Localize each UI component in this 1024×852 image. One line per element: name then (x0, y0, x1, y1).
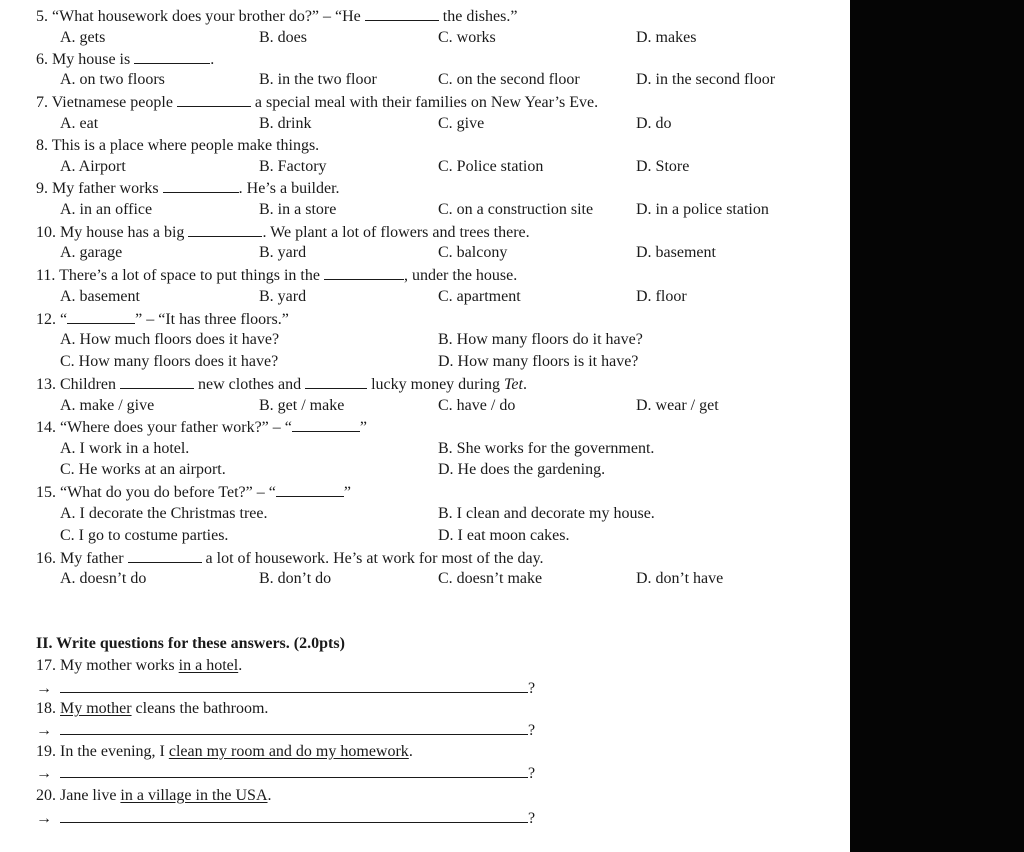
option-b: B. in the two floor (259, 71, 377, 88)
question-12 (36, 309, 289, 330)
question-number: 19. (36, 743, 56, 760)
question-15 (36, 482, 351, 503)
question-number: 15. (36, 484, 56, 501)
question-17 (36, 656, 242, 676)
answer-blank (163, 178, 239, 193)
arrow-icon: → (36, 810, 52, 827)
answer-line (36, 808, 535, 829)
option-b: B. get / make (259, 397, 345, 414)
option-c: C. balcony (438, 244, 508, 261)
option-d: D. Store (636, 158, 690, 175)
answer-rule (60, 678, 528, 693)
option-a: A. basement (60, 288, 140, 305)
option-d: D. He does the gardening. (438, 461, 606, 478)
question-18 (36, 699, 268, 719)
question-text: . (210, 51, 215, 68)
option-c: C. give (438, 115, 485, 132)
option-a: A. Airport (60, 158, 126, 175)
question-20 (36, 786, 272, 806)
answer-blank (67, 309, 135, 324)
question-text: Vietnamese people (48, 94, 177, 111)
answer-blank (276, 482, 344, 497)
question-text: . (238, 657, 243, 674)
question-text: , under the house. (403, 267, 518, 284)
question-mark: ? (528, 722, 536, 739)
section-heading: II. Write questions for these answers. (2.0pts) (36, 635, 345, 652)
question-mark: ? (528, 680, 536, 697)
option-d: D. in a police station (636, 201, 769, 218)
answer-blank (128, 548, 202, 563)
question-text: the dishes.” (438, 8, 518, 25)
option-c: C. He works at an airport. (60, 461, 226, 478)
option-c: C. I go to costume parties. (60, 527, 229, 544)
question-text: This is a place where people make things. (48, 137, 320, 154)
question-13: 13. Children new clothes and lucky money during Tet. (36, 376, 527, 393)
answer-rule (60, 720, 528, 735)
option-b: B. How many floors do it have? (438, 331, 643, 348)
question-text: My house has a big (56, 224, 189, 241)
option-c: C. on the second floor (438, 71, 580, 88)
option-b: B. does (259, 29, 307, 46)
underlined-phrase: clean my room and do my homework (168, 743, 409, 760)
option-b: B. yard (259, 288, 307, 305)
question-text: Children (56, 376, 120, 393)
option-c: C. on a construction site (438, 201, 594, 218)
option-c: C. How many floors does it have? (60, 353, 279, 370)
answer-blank (134, 49, 210, 64)
question-10 (36, 222, 530, 243)
question-number: 5. (36, 8, 48, 25)
underlined-phrase: My mother (60, 700, 132, 717)
question-text: a special meal with their families on New Year’s Eve. (250, 94, 599, 111)
answer-blank (177, 92, 251, 107)
question-number: 8. (36, 137, 48, 154)
option-a: A. I decorate the Christmas tree. (60, 505, 268, 522)
option-c: C. works (438, 29, 496, 46)
option-a: A. gets (60, 29, 106, 46)
question-text: . (408, 743, 413, 760)
question-text: ” (359, 419, 367, 436)
option-a: A. I work in a hotel. (60, 440, 190, 457)
question-text: lucky money during (367, 376, 504, 393)
answer-rule (60, 808, 528, 823)
option-c: C. apartment (438, 288, 521, 305)
option-b: B. drink (259, 115, 312, 132)
option-a: A. How much floors does it have? (60, 331, 280, 348)
answer-blank (120, 374, 194, 389)
option-d: D. floor (636, 288, 687, 305)
answer-line (36, 678, 535, 699)
question-text: ” – “It has three floors.” (135, 311, 289, 328)
question-number: 6. (36, 51, 48, 68)
question-text-italic: Tet (503, 376, 523, 393)
option-b: B. don’t do (259, 570, 332, 587)
question-number: 12. (36, 311, 56, 328)
question-14 (36, 417, 367, 438)
question-text: . (267, 787, 272, 804)
question-text: new clothes and (194, 376, 306, 393)
option-b: B. She works for the government. (438, 440, 655, 457)
question-text: “What do you do before Tet?” – “ (56, 484, 276, 501)
question-16 (36, 548, 544, 569)
option-c: C. have / do (438, 397, 516, 414)
question-number: 17. (36, 657, 56, 674)
arrow-icon: → (36, 680, 52, 697)
option-d: D. How many floors is it have? (438, 353, 639, 370)
question-text: cleans the bathroom. (131, 700, 269, 717)
option-b: B. Factory (259, 158, 327, 175)
question-text: In the evening, I (56, 743, 169, 760)
arrow-icon: → (36, 765, 52, 782)
option-c: C. doesn’t make (438, 570, 543, 587)
question-number: 7. (36, 94, 48, 111)
question-number: 10. (36, 224, 56, 241)
question-text: My house is (48, 51, 135, 68)
option-a: A. doesn’t do (60, 570, 147, 587)
question-text: “ (56, 311, 68, 328)
answer-blank (305, 374, 367, 389)
option-a: A. on two floors (60, 71, 165, 88)
option-a: A. make / give (60, 397, 155, 414)
option-a: A. eat (60, 115, 99, 132)
question-text: “What housework does your brother do?” – “He (48, 8, 365, 25)
option-a: A. garage (60, 244, 123, 261)
question-text: “Where does your father work?” – “ (56, 419, 292, 436)
answer-blank (188, 222, 262, 237)
option-d: D. do (636, 115, 672, 132)
underlined-phrase: in a hotel (178, 657, 239, 674)
question-9 (36, 178, 340, 199)
question-text: There’s a lot of space to put things in the (55, 267, 324, 284)
option-b: B. I clean and decorate my house. (438, 505, 655, 522)
question-number: 18. (36, 700, 56, 717)
question-number: 14. (36, 419, 56, 436)
question-5 (36, 6, 517, 27)
question-text: . He’s a builder. (238, 180, 340, 197)
option-d: D. I eat moon cakes. (438, 527, 570, 544)
option-d: D. basement (636, 244, 716, 261)
question-7 (36, 92, 598, 113)
answer-blank (324, 265, 404, 280)
underlined-phrase: in a village in the USA (120, 787, 268, 804)
question-8 (36, 136, 319, 156)
dark-edge-bar (850, 0, 1024, 852)
option-b: B. yard (259, 244, 307, 261)
question-text: . We plant a lot of flowers and trees there. (262, 224, 530, 241)
question-text: ” (343, 484, 351, 501)
question-text: Jane live (56, 787, 121, 804)
option-c: C. Police station (438, 158, 544, 175)
question-number: 9. (36, 180, 48, 197)
question-text: a lot of housework. He’s at work for most of the day. (201, 550, 544, 567)
answer-rule (60, 763, 528, 778)
option-d: D. in the second floor (636, 71, 776, 88)
question-6 (36, 49, 214, 70)
question-mark: ? (528, 810, 536, 827)
question-text: My father (56, 550, 128, 567)
question-number: 20. (36, 787, 56, 804)
answer-blank (365, 6, 439, 21)
option-d: D. makes (636, 29, 697, 46)
question-number: 11. (36, 267, 56, 284)
option-b: B. in a store (259, 201, 337, 218)
question-mark: ? (528, 765, 536, 782)
arrow-icon: → (36, 722, 52, 739)
option-d: D. don’t have (636, 570, 724, 587)
question-text: My mother works (56, 657, 179, 674)
question-11 (36, 265, 517, 286)
question-text: My father works (48, 180, 163, 197)
question-19 (36, 742, 413, 762)
option-d: D. wear / get (636, 397, 719, 414)
answer-line (36, 763, 535, 784)
option-a: A. in an office (60, 201, 153, 218)
answer-blank (292, 417, 360, 432)
question-number: 13. (36, 376, 56, 393)
answer-line (36, 720, 535, 741)
question-number: 16. (36, 550, 56, 567)
